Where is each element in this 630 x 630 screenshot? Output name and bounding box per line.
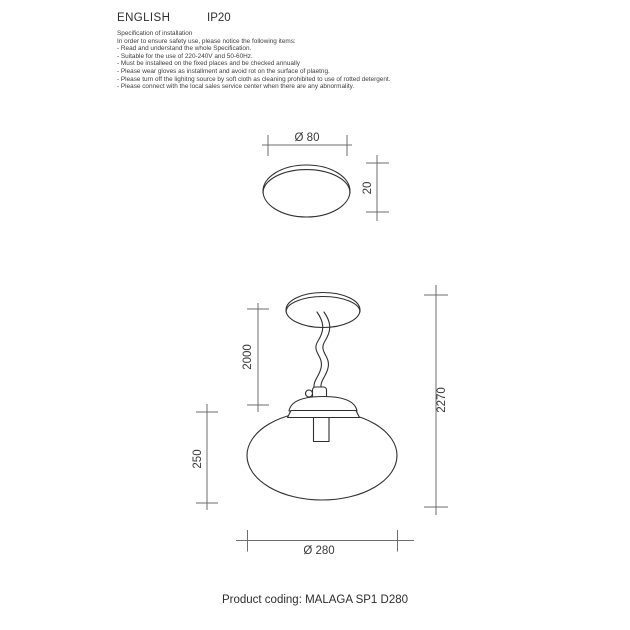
dimension-canopy-height xyxy=(362,155,389,221)
canopy-height-label: 20 xyxy=(362,181,374,195)
shade-height-label: 250 xyxy=(192,449,204,469)
cord-grip-knob xyxy=(306,390,313,397)
total-height-label: 2270 xyxy=(436,387,448,413)
spec-item: - Must be installeed on the fixed places and be checked annually xyxy=(117,60,300,68)
shade-diameter-label: Ø 280 xyxy=(303,545,335,557)
dimension-total-height xyxy=(424,285,448,515)
canopy-diameter-label: Ø 80 xyxy=(294,132,320,144)
canopy-disc-outline xyxy=(263,165,350,217)
ip-rating-label: IP20 xyxy=(207,12,231,24)
spec-item: - Please connect with the local sales service center when there are any abnormality. xyxy=(117,83,355,91)
cord-length-label: 2000 xyxy=(242,344,254,370)
pendant-canopy-outline xyxy=(286,293,360,328)
canopy-top-view-drawing xyxy=(262,132,389,221)
spec-item: - Suitable for the use of 220-240V and 50-60Hz. xyxy=(117,52,253,60)
spec-item: - Read and understand the whole Specification. xyxy=(117,45,252,53)
product-coding: Product coding: MALAGA SP1 D280 xyxy=(221,594,409,606)
dimension-shade-height xyxy=(192,404,218,510)
lamp-cap-band xyxy=(288,411,360,418)
pendant-canopy-rim xyxy=(286,297,360,312)
spec-intro: In order to ensure safety use, please notice the following items: xyxy=(117,37,296,45)
spec-item: - Please wear gloves as installment and avoid rot on the surface of plaetng. xyxy=(117,67,330,75)
spec-item: - Please turn off the lighitng source by soft cloth as cleaning prohibited to use of rotted detergent. xyxy=(117,75,391,83)
cord-line xyxy=(314,312,323,389)
spec-title: Specification of installation xyxy=(117,30,193,37)
dimension-cord-length xyxy=(242,303,269,412)
lamp-cap-dome xyxy=(289,397,357,412)
dimension-canopy-diameter xyxy=(262,132,352,156)
language-label: ENGLISH xyxy=(117,12,171,24)
bulb-socket xyxy=(314,418,330,442)
dimension-shade-diameter xyxy=(236,530,414,557)
pendant-drawing xyxy=(247,293,397,501)
